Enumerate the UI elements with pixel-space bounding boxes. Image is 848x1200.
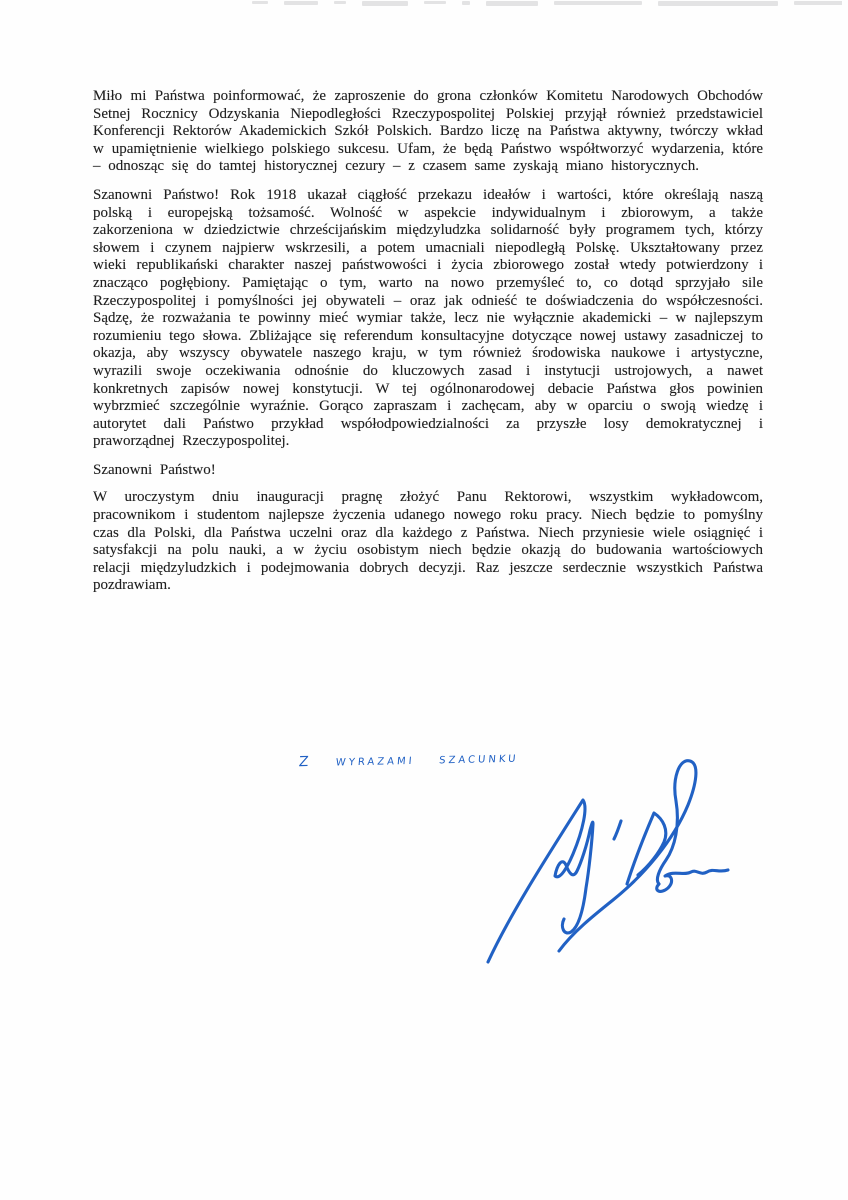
scan-smudge: [252, 1, 268, 4]
signature-stroke-first: [488, 800, 593, 962]
handwritten-closing: Z wyrazami szacunku: [298, 749, 520, 771]
paragraph-3: W uroczystym dniu inauguracji pragnę złożyć Panu Rektorowi, wszystkim wykładowcom, pracownikom i studentom najlepsze życzenia udanego nowego roku pracy. Niech będzie to pomyślny czas dla Polski, dla Państwa uczelni oraz dla każdego z Państwa. Niech przyniesie wiele osiągnięć i satysfakcji na polu nauki, a w życiu osobistym niech będzie okazją do budowania wartościowych relacji międzyludzkich i podejmowania dobrych decyzji. Raz jeszcze serdecznie wszystkich Państwa pozdrawiam.: [93, 489, 763, 594]
scan-smudge: [424, 1, 446, 4]
letter-body: [93, 88, 763, 606]
paragraph-2: Szanowni Państwo! Rok 1918 ukazał ciągłość przekazu ideałów i wartości, które określają naszą polską i europejską tożsamość. Wolność w aspekcie indywidualnym i zbiorowym, a także zakorzeniona w dziedzictwie chrześcijańskim międzyludzka solidarność były programem tych, którzy słowem i czynem najpierw wskrzesili, a potem umacniali niepodległą Polskę. Ukształtowany przez wieki republikański charakter naszej państwowości i życia zbiorowego został wtedy potwierdzony i znacząco pogłębiony. Pamiętając o tym, warto na nowo przemyśleć to, co dotąd sprzyjało sile Rzeczypospolitej i pomyślności jej obywateli – oraz jak odnieść te doświadczenia do współczesności. Sądzę, że rozważania te powinny mieć wymiar także, lecz nie wyłącznie akademicki – w najlepszym rozumieniu tego słowa. Zbliżające się referendum konsultacyjne dotyczące nowej ustawy zasadniczej to okazja, aby wszyscy obywatele naszego kraju, w tym również środowiska naukowe i artystyczne, wyrazili swoje oczekiwania odnośnie do kluczowych zasad i instytucji ustrojowych, a nawet konkretnych zapisów nowej konstytucji. W tej ogólnonarodowej debacie Państwa głos powinien wybrzmieć szczególnie wyraźnie. Gorąco zapraszam i zachęcam, aby w oparciu o swoją wiedzę i autorytet dali Państwo przykład współodpowiedzialności za przyszłe losy demokratycznej i praworządnej Rzeczypospolitej.: [93, 186, 763, 450]
scan-smudge: [284, 1, 318, 5]
scan-smudge: [462, 1, 470, 5]
paragraph-1: Miło mi Państwa poinformować, że zaproszenie do grona członków Komitetu Narodowych Obchodów Setnej Rocznicy Odzyskania Niepodległości Rzeczypospolitej Polskiej przyjął również przedstawiciel Konferencji Rektorów Akademickich Szkół Polskich. Bardzo liczę na Państwa aktywny, twórczy wkład w upamiętnienie wielkiego polskiego sukcesu. Ufam, że będą Państwo współtworzyć wydarzenia, które – odnosząc się do tamtej historycznej cezury – z czasem same zyskają miano historycznych.: [93, 88, 763, 175]
scan-smudge: [554, 1, 642, 5]
scan-smudge: [486, 1, 538, 6]
scan-smudge: [794, 1, 842, 5]
scan-smudge: [658, 1, 778, 6]
scan-smudge: [362, 1, 408, 6]
signature: [460, 730, 760, 980]
scan-artifact-strip: [252, 1, 842, 9]
signature-stroke-tick: [614, 821, 621, 839]
salutation: Szanowni Państwo!: [93, 461, 216, 478]
scan-smudge: [334, 1, 346, 4]
